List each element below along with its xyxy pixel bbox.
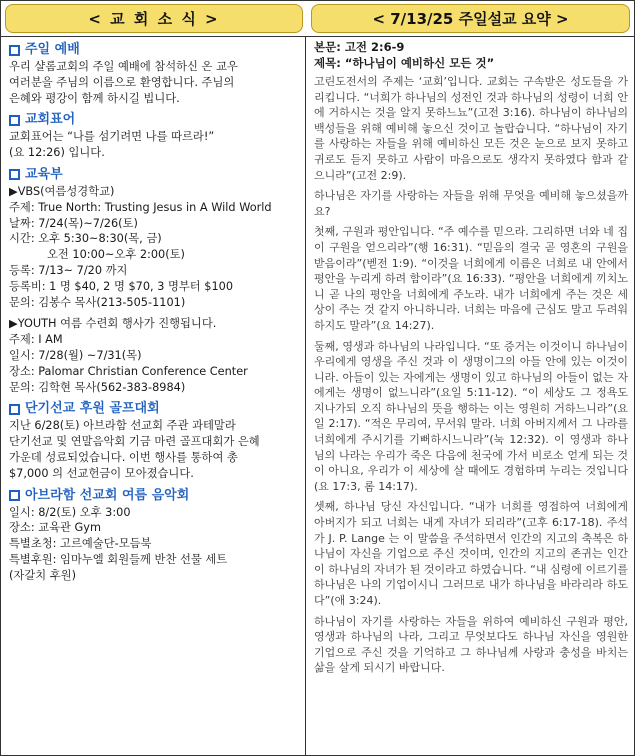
vbs-line: 시간: 오후 5:30~8:30(목, 금) [9,232,162,246]
vbs-line: 주제: True North: Trusting Jesus in A Wild World [9,200,272,214]
golf-section-title [9,400,299,418]
concert-title: 아브라함 선교회 여름 음악회 [25,487,190,503]
vbs-line: 등록비: 1 명 $40, 2 명 $70, 3 명부터 $100 [9,279,234,293]
golf-line: $7,000 의 선교헌금이 모아졌습니다. [9,466,194,480]
square-bullet-icon [9,490,20,501]
vbs-line: 날짜: 7/24(목)~7/26(토) [9,216,138,230]
church-news-column [1,37,306,755]
education-section-title [9,166,299,184]
vbs-line: 문의: 김봉수 목사(213-505-1101) [9,295,186,309]
vbs-line: 오전 10:00~오후 2:00(토) [47,248,185,262]
golf-line: 지난 6/28(토) 아브라함 선교회 주관 과테말라 [9,419,236,433]
golf-title: 단기선교 후원 골프대회 [25,401,160,417]
sermon-paragraph: 셋째, 하나님 당신 자신입니다. “내가 너희를 영접하여 너희에게 아버지가 되고 너희는 내게 자녀가 되리라”(고후 6:17-18). 주석가 J. P. Lange 는 이 말씀을 주석하면서 인간의 지고의 축복은 하나님이 자신을 기업으로 주신 것이며, 인간의 지고의 존귀는 인간이 하나님의 자녀가 된 것이라고 하였습니다. “내 심령에 이르기를 하나님은 나의 기업이시니 그러므로 내가 하나님을 바라리라 하도다”(애 3:24). [314,500,628,607]
sermon-paragraph: 하나님은 자기를 사랑하는 자들을 위해 무엇을 예비해 놓으셨을까요? [314,189,628,218]
education-title: 교육부 [25,166,63,182]
concert-line: (자갈치 후원) [9,568,76,582]
motto-line: (요 12:26) 입니다. [9,146,105,160]
square-bullet-icon [9,115,20,126]
worship-line: 우리 샬롬교회의 주일 예배에 참석하신 온 교우 [9,60,238,73]
sermon-paragraph: 첫째, 구원과 평안입니다. “주 예수를 믿으라. 그리하면 너와 네 집이 구원을 얻으리라”(행 16:31). “믿음의 결국 곧 영혼의 구원을 받음이라”(벧전 1:9). “이것을 너희에게 이름은 너희로 내 안에서 평안을 누리게 하려 함이라”(요 16:33). “평안을 너희에게 끼치노니 곧 나의 평안을 너희에게 주노라. 내가 너희에게 주는 것은 세상이 주는 것 같지 아니하니라. 너희는 마음에 근심도 말고 두려워 하지도 말라”(요 14:27). [314,225,628,332]
worship-section-title [9,41,299,59]
concert-line: 특별초청: 고르예술단-모듬북 [9,537,152,551]
concert-line: 특별후원: 임마누엘 회원들께 반찬 선물 세트 [9,552,228,566]
vbs-line: 등록: 7/13~ 7/20 까지 [9,263,128,277]
sermon-paragraph: 하나님이 자기를 사랑하는 자들을 위하여 예비하신 구원과 평안, 영생과 하나님의 나라, 그리고 무엇보다도 하나님 자신을 영원한 기업으로 주신 것을 기억하고 그 하나님께 사랑과 충성을 바치는 삶을 살게 되시기 바랍니다. [314,614,628,675]
header-bar [1,1,634,37]
sermon-summary-banner: < 7/13/25 주일설교 요약 > [311,4,630,33]
motto-line: 교회표어는 “나를 섬기려면 나를 따르라!” [9,130,215,144]
sermon-column [306,37,634,755]
sermon-paragraph: 둘째, 영생과 하나님의 나라입니다. “또 증거는 이것이니 하나님이 우리에게 영생을 주신 것과 이 생명이그의 아들 안에 있는 이것이니라. 아들이 있는 자에게는 생명이 있고 하나님의 아들이 없는 자에게는 생명이 없느니라”(요일 5:11-12). “이 세상도 그 정욕도 지나가되 오직 하나님의 뜻을 행하는 이는 영원히 거하느니라”(요일 2:17). “적은 무리여, 무서워 말라. 너희 아버지께서 그 나라를 너희에게 주시기를 기뻐하시느니라”(눅 12:32). 이 영생과 하나님의 나라는 우리가 죽은 다음에 천국에 가서 비로소 얻게 되는 것이 아니요, 우리가 이 세상에 살 때에도 경험하며 누리는 것입니다(요 17:3, 롬 14:17). [314,339,628,493]
motto-title: 교회표어 [25,112,76,128]
worship-title: 주일 예배 [25,42,80,57]
concert-line: 장소: 교육관 Gym [9,521,101,535]
youth-line: 장소: Palomar Christian Conference Center [9,364,248,378]
worship-line: 여러분을 주님의 이름으로 환영합니다. 주님의 [9,75,235,89]
motto-section-title [9,111,299,129]
worship-line: 은혜와 평강이 함께 하시길 빕니다. [9,91,180,105]
youth-line: 문의: 김학현 목사(562-383-8984) [9,380,186,394]
square-bullet-icon [9,45,20,56]
concert-line: 일시: 8/2(토) 오후 3:00 [9,505,131,519]
youth-line: ▶YOUTH 여름 수련회 행사가 진행됩니다. [9,317,217,331]
golf-line: 단기선교 및 연말음악회 기금 마련 골프대회가 은혜 [9,435,260,449]
square-bullet-icon [9,404,20,415]
youth-line: 일시: 7/28(월) ~7/31(목) [9,348,142,362]
vbs-line: ▶VBS(여름성경학교) [9,184,115,198]
sermon-reference: 본문: 고전 2:6-9 [314,40,405,54]
sermon-paragraph: 고린도전서의 주제는 ‘교회’입니다. 교회는 구속받은 성도들을 가리킵니다. “너희가 하나님의 성전인 것과 하나님의 성령이 너희 안에 거하시는 것을 알지 못하느뇨”(고전 3:16). 하나님이 하나님의 백성들을 위해 예비해 놓으신 것이고 놀랍습니다. “하나님이 자기를 사랑하는 자들을 위해 예비하신 모든 것은 눈으로 보지 못하고 귀로도 듣지 못하고 사람이 마음으로도 생각지 못하였다 함과 같으니라”(고전 2:9). [314,75,628,182]
sermon-title: 제목: “하나님이 예비하신 모든 것” [314,56,495,70]
concert-section-title [9,487,299,505]
square-bullet-icon [9,169,20,180]
golf-line: 가운데 성료되었습니다. 이번 행사를 통하여 총 [9,450,238,464]
youth-line: 주제: I AM [9,333,63,347]
church-news-banner: < 교 회 소 식 > [5,4,303,33]
